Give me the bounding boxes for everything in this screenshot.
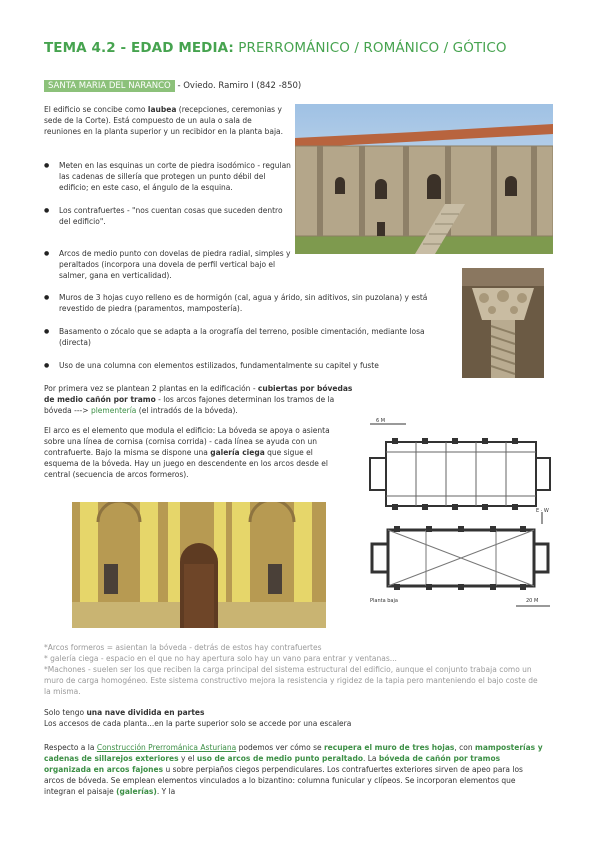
bullet-list-bottom	[44, 292, 444, 383]
bullet-list-mid	[44, 248, 302, 293]
column-capital-photo	[462, 268, 544, 378]
section-label: E · W	[536, 508, 549, 514]
bullet-item: ● Basamento o zócalo que se adapta a la orografía del terreno, posible cimentación, mediante losa (directa)	[44, 326, 444, 348]
accesos-line: Los accesos de cada planta...en la parte superior solo se accede por una escalera	[44, 719, 352, 728]
bullet-item: ● Meten en las esquinas un corte de piedra isodómico - regulan las cadenas de sillería que protegen un punto débil del edificio; en este caso, el ángulo de la esquina.	[44, 160, 292, 193]
scale-label-bottom: 20 M	[526, 598, 539, 604]
note-line: *Machones - suelen ser los que reciben la carga principal del sistema estructural del edificio, aunque el conjunto trabaja como un muro de carga homogéneo. Este sistema constructivo mejora la resistencia y rigidez de la tapia pero manteniendo el bajo coste de la misma.	[44, 665, 538, 696]
section-heading: SANTA MARIA DEL NARANCO - Oviedo. Ramiro I (842 -850)	[44, 81, 301, 91]
church-photo	[295, 104, 553, 254]
note-line: *Arcos formeros = asientan la bóveda - detrás de estos hay contrafuertes	[44, 643, 322, 652]
interior-photo	[72, 502, 326, 628]
plantas-paragraph: Por primera vez se plantean 2 plantas en la edificación - cubiertas por bóvedas de medio cañón por tramo - los arcos fajones determinan los tramos de la bóveda ---> plementería (el intradós de la bóveda).	[44, 384, 353, 415]
bullet-item: ● Muros de 3 hojas cuyo relleno es de hormigón (cal, agua y árido, sin aditivos, sin puzolana) y está revestido de piedra (paramentos, mampostería).	[44, 292, 444, 314]
arco-paragraph: El arco es el elemento que modula el edificio: La bóveda se apoya o asienta sobre una línea de cornisa (cornisa corrida) - cada línea se ayuda con un contrafuerte. Bajo la misma se dispone una galería ciega que sigue el esquema de la bóveda. Hay un juego en descendente en los arcos desde el central (secuencia de arcos formeros).	[44, 426, 330, 479]
page-title: TEMA 4.2 - EDAD MEDIA: PRERROMÁNICO / ROMÁNICO / GÓTICO	[44, 40, 507, 56]
scale-label-top: 6 M	[376, 418, 386, 424]
highlighted-heading: SANTA MARIA DEL NARANCO	[44, 80, 175, 92]
bullet-list-top	[44, 160, 292, 239]
notes-block	[44, 642, 544, 697]
nave-line: Solo tengo una nave dividida en partes	[44, 708, 205, 717]
bullet-item: ● Uso de una columna con elementos estilizados, fundamentalmente su capitel y fuste	[44, 360, 444, 371]
final-paragraph: Respecto a la Construcción Prerrománica Asturiana podemos ver cómo se recupera el muro de tres hojas, con mamposterías y cadenas de sillarejos exteriores y el uso de arcos de medio punto peraltado. La bóveda de cañón por tramos organizada en arcos fajones u sobre perpiaños ciegos perpendiculares. Los contrafuertes exteriores sirven de apeo para los arcos de bóveda. Se emplean elementos vinculados a lo bizantino: columna funicular y clípeos. Se incorporan elementos que integran el paisaje (galerías). Y la	[44, 743, 543, 796]
prerromanica-link[interactable]: Construcción Prerrománica Asturiana	[96, 743, 237, 752]
bullet-item: ● Arcos de medio punto con dovelas de piedra radial, simples y peraltados (incorpora una dovela de perfil vertical bajo el salmer, gana en verticalidad).	[44, 248, 302, 281]
plan-label: Planta baja	[370, 598, 398, 604]
intro-paragraph: El edificio se concibe como laubea (recepciones, ceremonias y sede de la Corte). Está compuesto de un aula o sala de reuniones en la planta superior y un recibidor en la planta baja.	[44, 105, 284, 136]
bullet-item: ● Los contrafuertes - "nos cuentan cosas que suceden dentro del edificio".	[44, 205, 292, 227]
floor-plan-drawing	[366, 412, 552, 610]
note-line: * galería ciega - espacio en el que no hay apertura solo hay un vano para entrar y ventanas...	[44, 654, 397, 663]
